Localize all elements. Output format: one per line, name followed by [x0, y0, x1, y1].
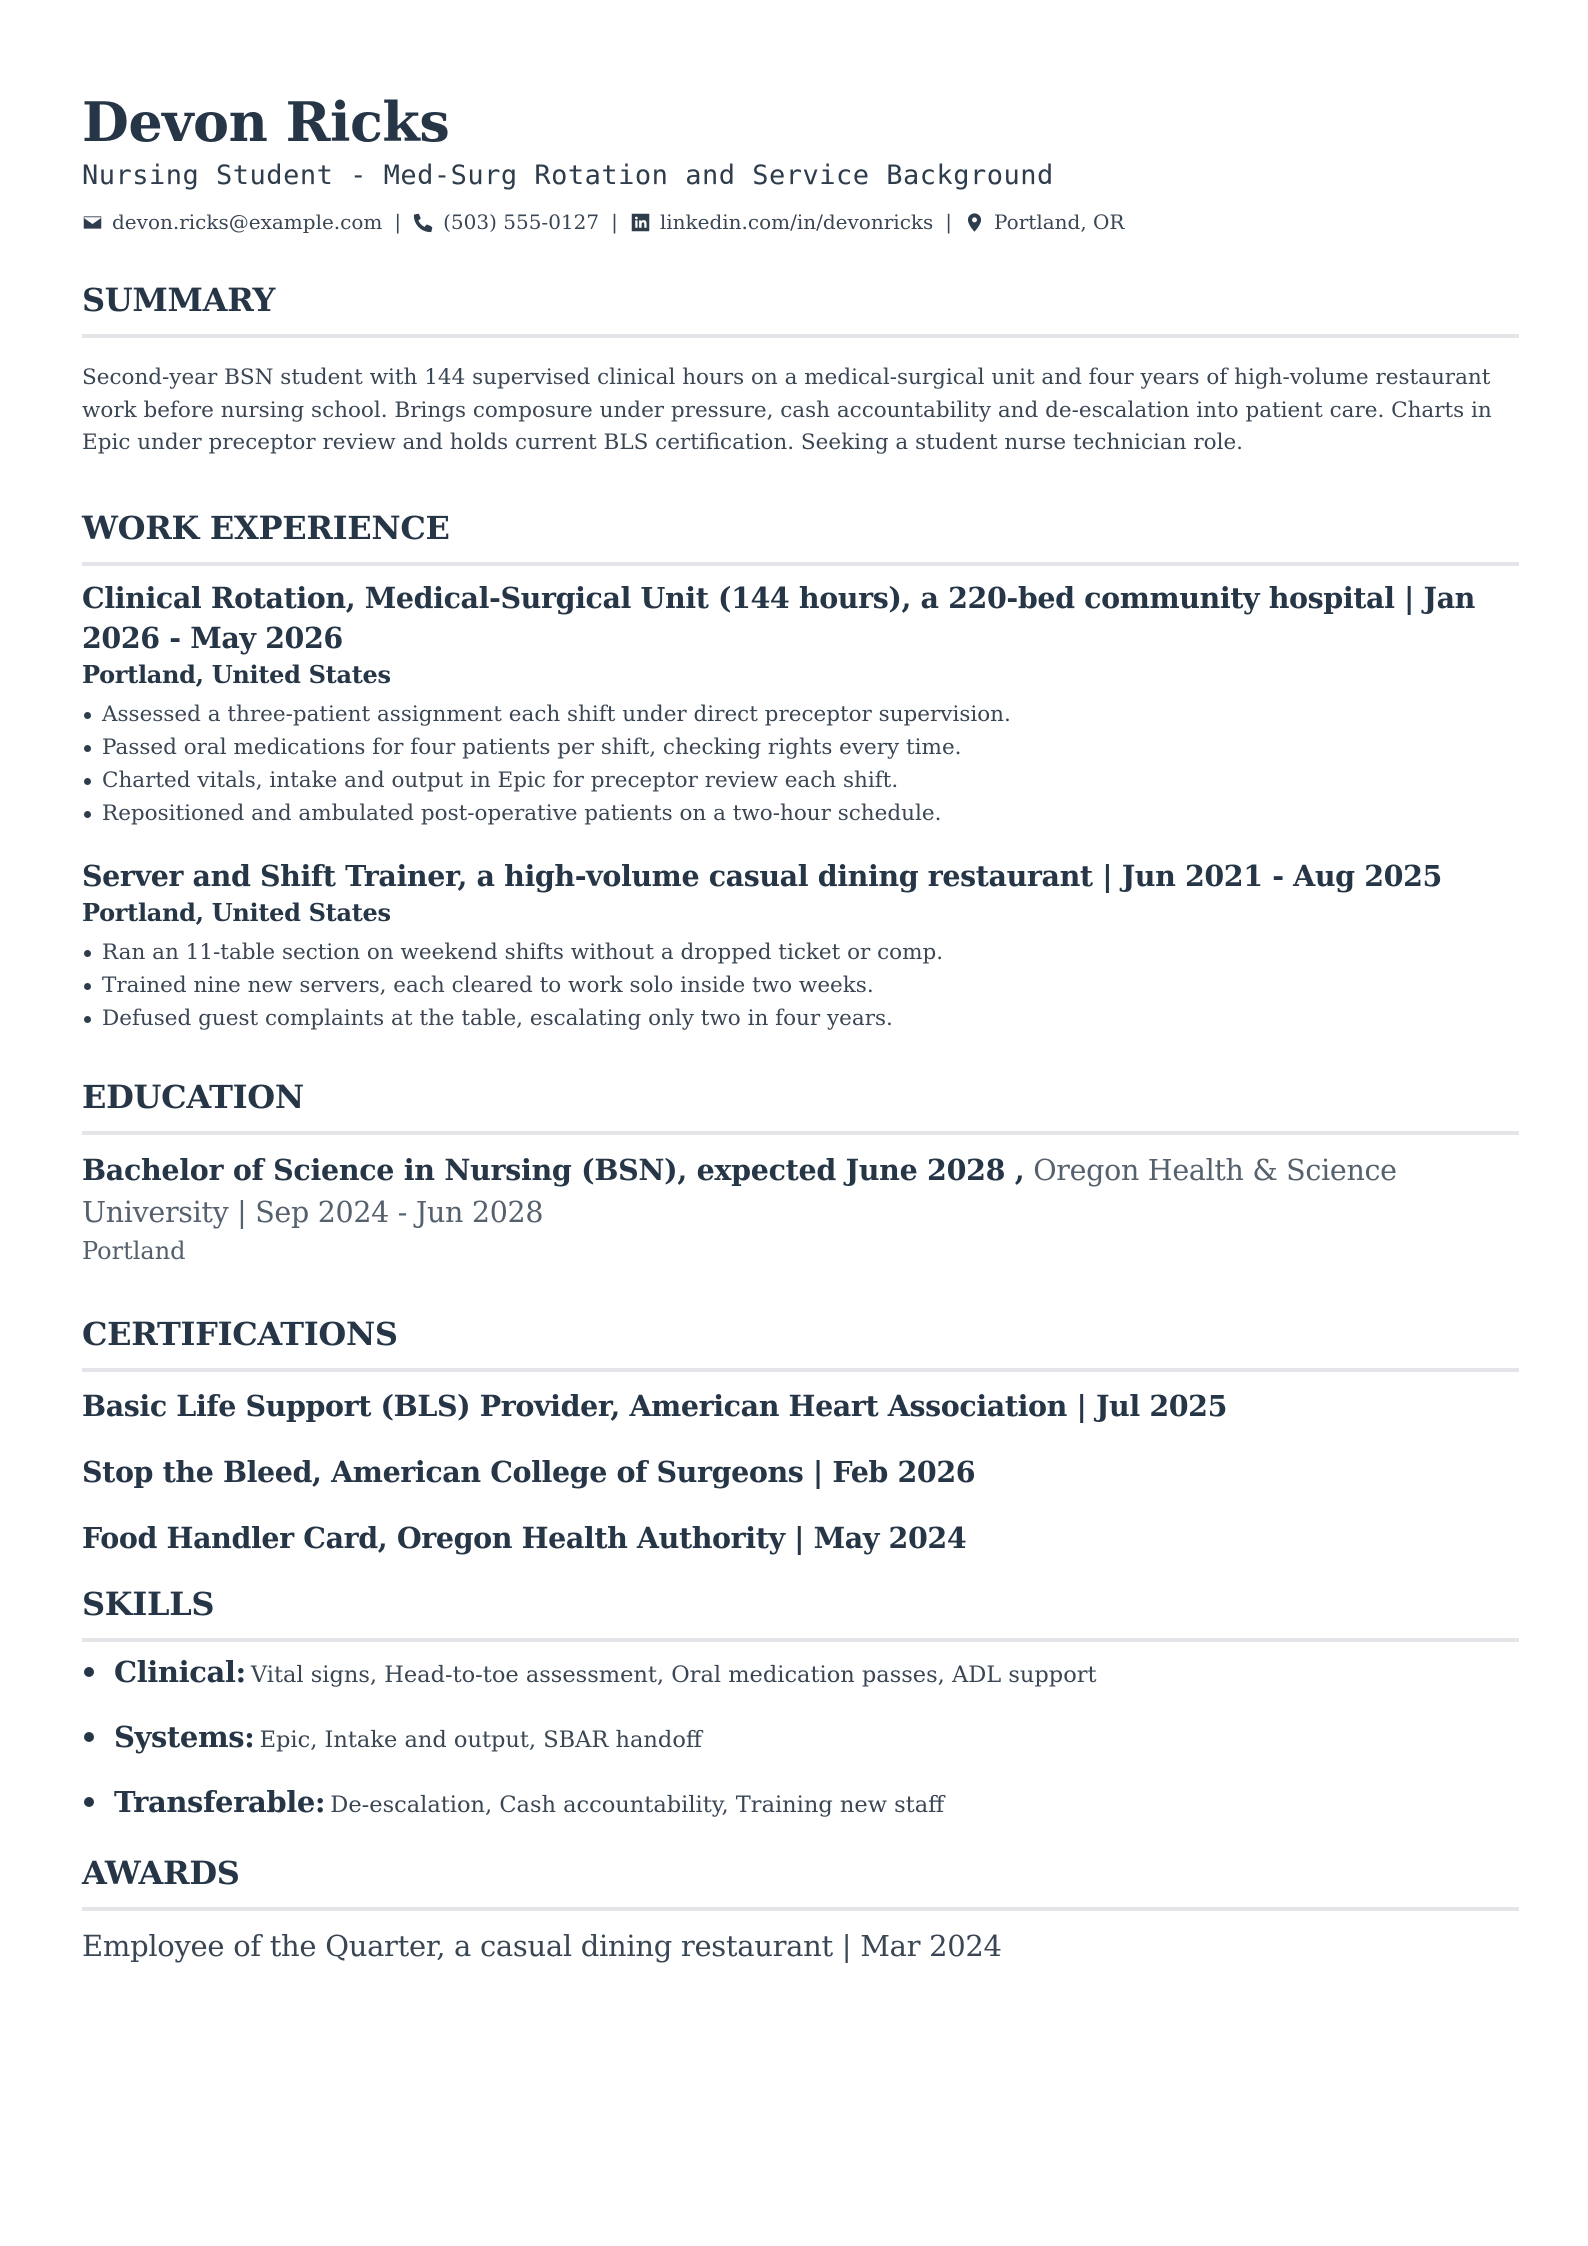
contact-bar [82, 208, 1519, 236]
contact-linkedin[interactable] [630, 208, 933, 236]
section-divider [82, 1907, 1519, 1911]
summary-section [82, 280, 1519, 460]
list-item: Trained nine new servers, each cleared to work solo inside two weeks. [102, 969, 1519, 1002]
section-divider [82, 562, 1519, 566]
list-item: Assessed a three-patient assignment each shift under direct preceptor supervision. [102, 698, 1519, 731]
section-divider [82, 1368, 1519, 1372]
contact-separator: | [945, 210, 953, 234]
education-entry [82, 1149, 1519, 1234]
summary-text: Second-year BSN student with 144 supervised clinical hours on a medical-surgical unit and four years of high-volume restaurant work before nursing school. Brings composure under pressure, cash accountability and de-escalation into patient care. Charts in Epic under preceptor review and holds current BLS certification. Seeking a student nurse technician role. [82, 365, 1492, 455]
list-item: Charted vitals, intake and output in Epic for preceptor review each shift. [102, 764, 1519, 797]
skills-list [82, 1652, 1519, 1827]
linkedin-icon [630, 212, 651, 233]
contact-phone[interactable] [413, 208, 599, 236]
section-title: CERTIFICATIONS [82, 1314, 398, 1353]
contact-phone-text: (503) 555-0127 [443, 210, 600, 234]
list-item: Defused guest complaints at the table, escalating only two in four years. [102, 1002, 1519, 1035]
job-entry [82, 856, 1519, 1035]
section-title: SUMMARY [82, 281, 276, 319]
list-item [114, 1782, 1519, 1827]
school-and-dates: Oregon Health & Science University | Sep 2024 - Jun 2028 [82, 1153, 1397, 1229]
education-section [82, 1077, 1519, 1268]
contact-separator: | [611, 210, 618, 234]
job-location: Portland, United States [82, 897, 391, 927]
list-item: Repositioned and ambulated post-operative patients on a two-hour schedule. [102, 797, 1519, 830]
list-item [114, 1717, 1519, 1762]
section-divider [82, 334, 1519, 338]
skill-category: Clinical: [114, 1654, 246, 1689]
candidate-subtitle: Nursing Student - Med-Surg Rotation and Service Background [82, 160, 1054, 191]
job-bullets [82, 698, 1519, 830]
skill-category: Systems: [114, 1719, 255, 1754]
certification-item: Basic Life Support (BLS) Provider, American Heart Association | Jul 2025 [82, 1388, 1228, 1423]
awards-section [82, 1853, 1519, 1967]
list-item: Ran an 11-table section on weekend shifts without a dropped ticket or comp. [102, 936, 1519, 969]
contact-location-text: Portland, OR [994, 210, 1125, 234]
section-title: SKILLS [82, 1584, 215, 1623]
skill-category: Transferable: [114, 1784, 326, 1819]
certification-item: Food Handler Card, Oregon Health Authority | May 2024 [82, 1520, 967, 1555]
skills-section [82, 1584, 1519, 1827]
contact-separator: | [394, 210, 402, 234]
contact-email-text: devon.ricks@example.com [112, 210, 383, 234]
section-title: WORK EXPERIENCE [82, 508, 450, 547]
experience-section [82, 508, 1519, 1035]
envelope-icon [82, 212, 103, 233]
certification-item: Stop the Bleed, American College of Surgeons | Feb 2026 [82, 1454, 976, 1489]
education-location: Portland [82, 1236, 186, 1265]
skill-values: Vital signs, Head-to-toe assessment, Oral medication passes, ADL support [250, 1661, 1097, 1688]
job-bullets [82, 936, 1519, 1035]
certifications-section [82, 1314, 1519, 1558]
section-divider [82, 1638, 1519, 1642]
job-location: Portland, United States [82, 659, 391, 689]
candidate-name: Devon Ricks [82, 90, 450, 154]
job-heading: Server and Shift Trainer, a high-volume casual dining restaurant | Jun 2021 - Aug 2025 [82, 858, 1442, 893]
section-title: EDUCATION [82, 1077, 304, 1116]
award-item: Employee of the Quarter, a casual dining restaurant | Mar 2024 [82, 1928, 1002, 1963]
list-item [114, 1652, 1519, 1697]
job-heading: Clinical Rotation, Medical-Surgical Unit (144 hours), a 220-bed community hospital | Jan 2026 - May 2026 [82, 580, 1476, 655]
phone-icon [413, 212, 434, 233]
section-divider [82, 1131, 1519, 1135]
job-entry [82, 578, 1519, 830]
resume-header [82, 88, 1519, 236]
contact-email[interactable] [82, 208, 382, 236]
degree-name: Bachelor of Science in Nursing (BSN), expected June 2028 , [82, 1152, 1025, 1187]
skill-values: Epic, Intake and output, SBAR handoff [259, 1726, 702, 1753]
contact-location [964, 208, 1124, 236]
list-item: Passed oral medications for four patients per shift, checking rights every time. [102, 731, 1519, 764]
skill-values: De-escalation, Cash accountability, Training new staff [330, 1791, 945, 1818]
contact-linkedin-text: linkedin.com/in/devonricks [659, 210, 934, 234]
map-pin-icon [964, 212, 985, 233]
section-title: AWARDS [82, 1853, 240, 1892]
